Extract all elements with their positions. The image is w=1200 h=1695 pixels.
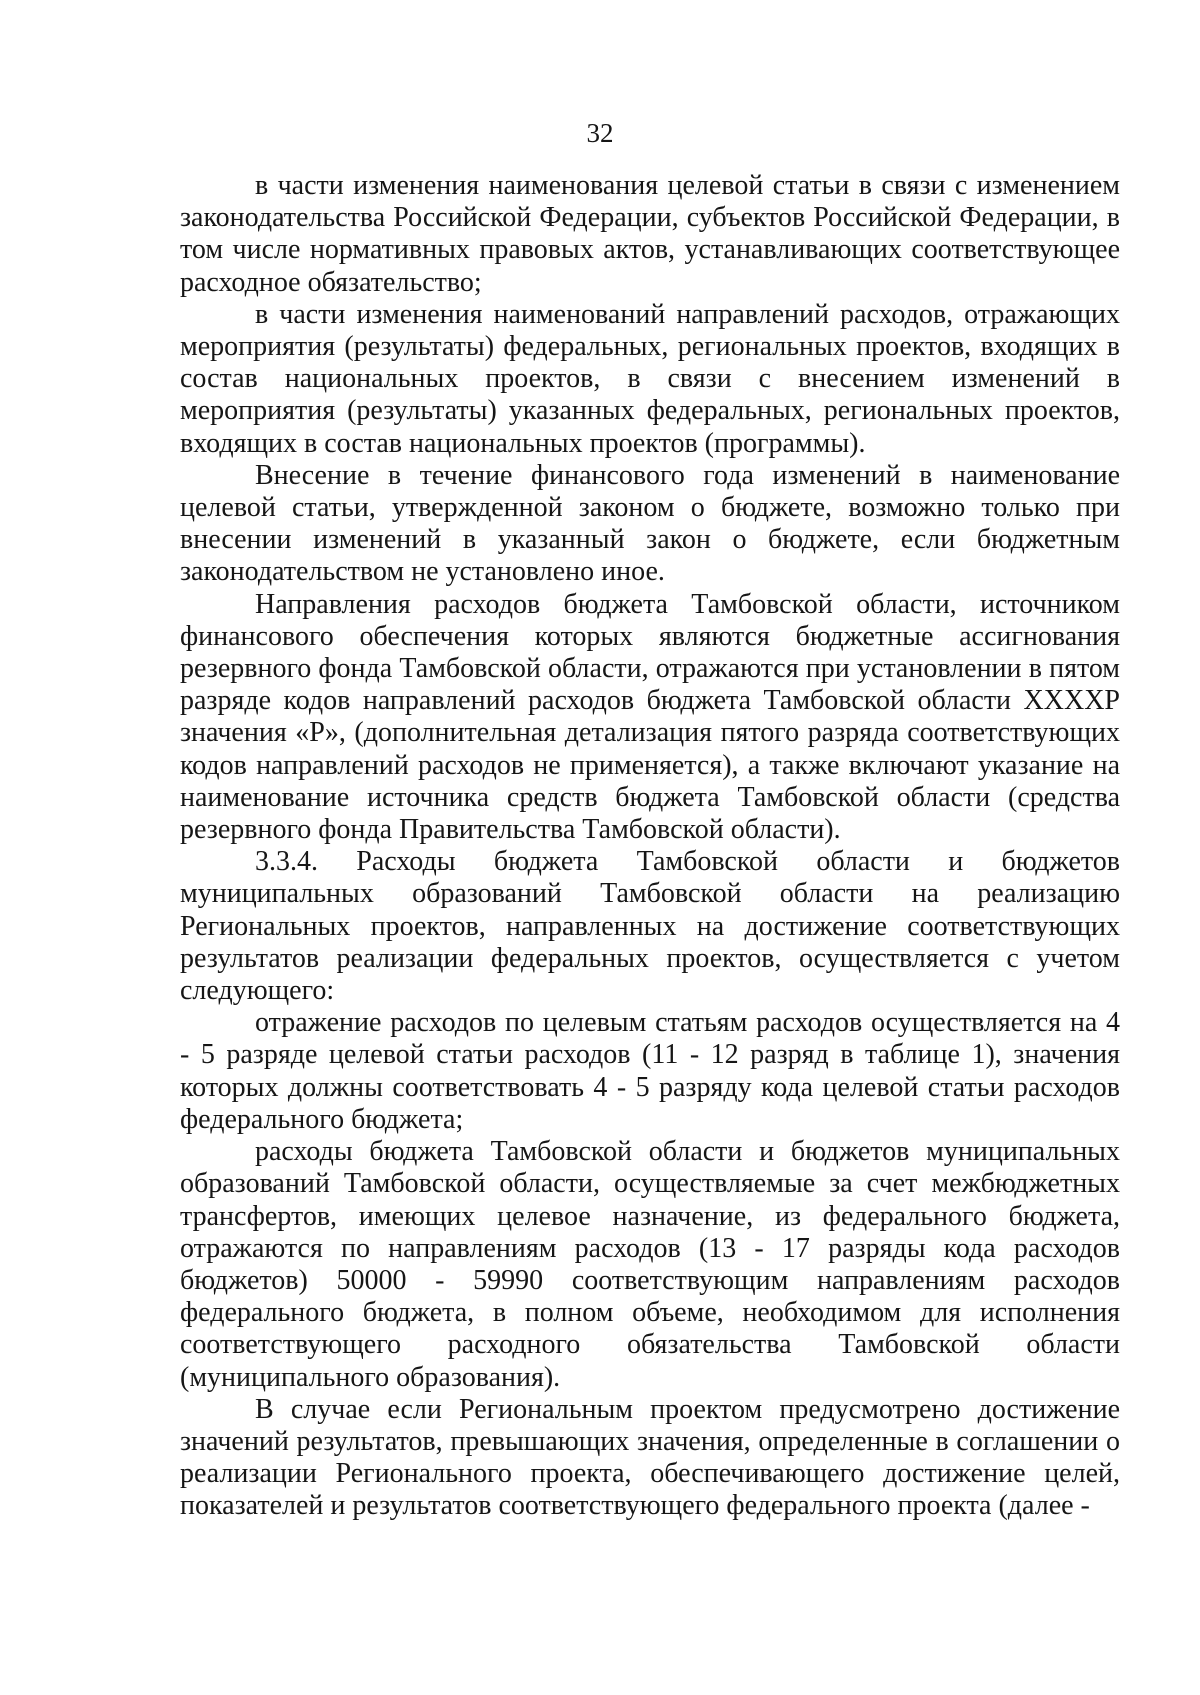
paragraph: в части изменения наименования целевой статьи в связи с изменением законодательства Российской Федерации, субъектов Российской Федерации, в том числе нормативных правовых актов, устанавливающих соответствующее расходное обязательство; — [180, 170, 1120, 298]
paragraph: 3.3.4. Расходы бюджета Тамбовской области и бюджетов муниципальных образований Тамбовской области на реализацию Региональных проектов, направленных на достижение соответствующих результатов реализации федеральных проектов, осуществляется с учетом следующего: — [180, 846, 1120, 1007]
paragraph: В случае если Региональным проектом предусмотрено достижение значений результатов, превышающих значения, определенные в соглашении о реализации Регионального проекта, обеспечивающего достижение целей, показателей и результатов соответствующего федерального проекта (далее - — [180, 1393, 1120, 1522]
paragraph: расходы бюджета Тамбовской области и бюджетов муниципальных образований Тамбовской области, осуществляемые за счет межбюджетных трансфертов, имеющих целевое назначение, из федерального бюджета, отражаются по направлениям расходов (13 - 17 разряды кода расходов бюджетов) 50000 - 59990 соответствующим направлениям расходов федерального бюджета, в полном объеме, необходимом для исполнения соответствующего расходного обязательства Тамбовской области (муниципального образования). — [180, 1136, 1120, 1393]
paragraph: отражение расходов по целевым статьям расходов осуществляется на 4 - 5 разряде целевой статьи расходов (11 - 12 разряд в таблице 1), значения которых должны соответствовать 4 - 5 разряду кода целевой статьи расходов федерального бюджета; — [180, 1007, 1120, 1135]
paragraph: Внесение в течение финансового года изменений в наименование целевой статьи, утвержденной законом о бюджете, возможно только при внесении изменений в указанный закон о бюджете, если бюджетным законодательством не установлено иное. — [180, 459, 1120, 588]
document-body — [180, 170, 1120, 1523]
paragraph: Направления расходов бюджета Тамбовской области, источником финансового обеспечения которых являются бюджетные ассигнования резервного фонда Тамбовской области, отражаются при установлении в пятом разряде кодов направлений расходов бюджета Тамбовской области XXXXP значения «P», (дополнительная детализация пятого разряда соответствующих кодов направлений расходов не применяется), а также включают указание на наименование источника средств бюджета Тамбовской области (средства резервного фонда Правительства Тамбовской области). — [180, 588, 1120, 846]
paragraph: в части изменения наименований направлений расходов, отражающих мероприятия (результаты) федеральных, региональных проектов, входящих в состав национальных проектов, в связи с внесением изменений в мероприятия (результаты) указанных федеральных, региональных проектов, входящих в состав национальных проектов (программы). — [180, 298, 1120, 459]
page-number: 32 — [586, 118, 614, 148]
